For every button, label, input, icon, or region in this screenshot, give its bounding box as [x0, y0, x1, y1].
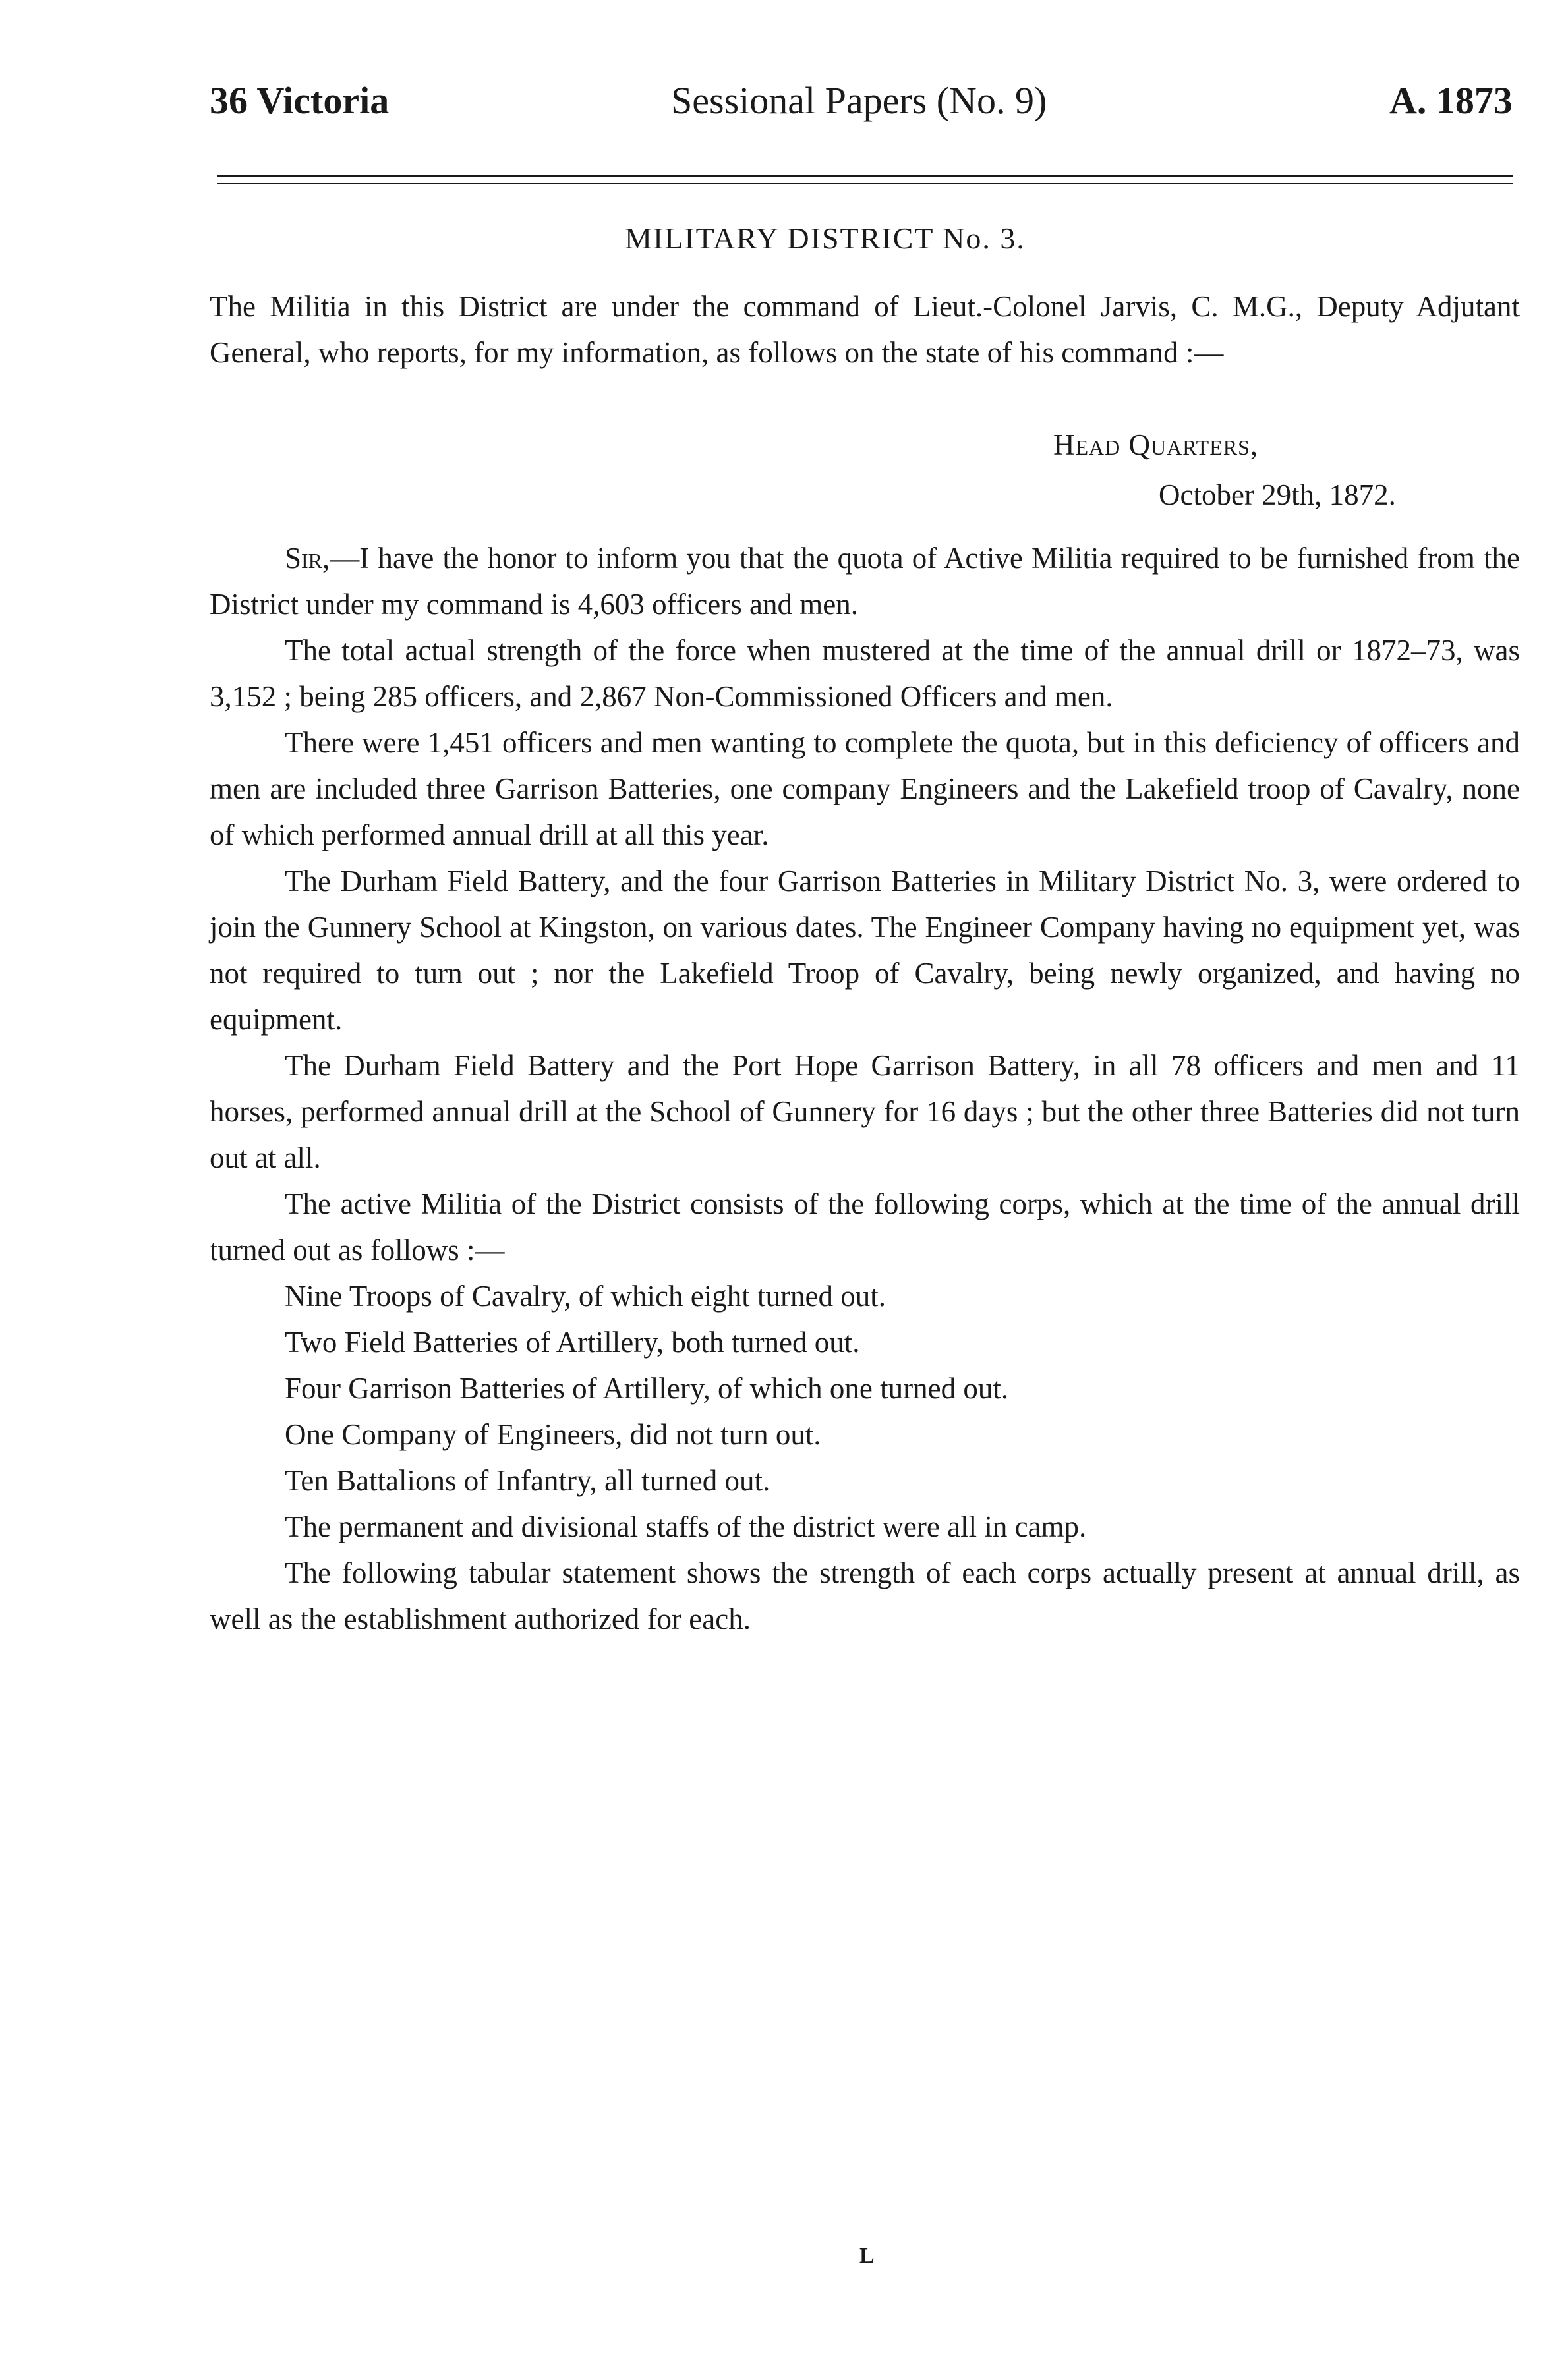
corps-item-infantry: Ten Battalions of Infantry, all turned out. [285, 1464, 770, 1497]
letter-paragraph-1-text: I have the honor to inform you that the quota of Active Militia required to be furnished from the District under my command is 4,603 officers and men. [210, 542, 1520, 621]
letter-paragraph-1 [210, 535, 1520, 627]
corps-item-cavalry: Nine Troops of Cavalry, of which eight turned out. [285, 1280, 886, 1313]
letter-location: Head Quarters, [1053, 428, 1259, 461]
section-heading: MILITARY DISTRICT No. 3. [625, 221, 1026, 255]
corps-item-field-batteries: Two Field Batteries of Artillery, both turned out. [285, 1326, 860, 1359]
header-rule-bottom [218, 183, 1513, 184]
paragraph-deficiency: There were 1,451 officers and men wanting to complete the quota, but in this deficiency of officers and men are included three Garrison Batteries, one company Engineers and the Lakefield troop of Cavalry, none of which performed annual drill at all this year. [210, 726, 1520, 851]
intro-paragraph: The Militia in this District are under the command of Lieut.-Colonel Jarvis, C. M.G., Deputy Adjutant General, who reports, for my information, as follows on the state of his command :— [210, 290, 1520, 369]
header-year: A. 1873 [1389, 79, 1513, 122]
paragraph-gunnery-drill: The Durham Field Battery and the Port Hope Garrison Battery, in all 78 officers and men and 11 horses, performed annual drill at the School of Gunnery for 16 days ; but the other three Batteries did not turn out at all. [210, 1049, 1520, 1174]
letter-salutation: Sir,— [285, 542, 360, 575]
letter-date: October 29th, 1872. [1159, 478, 1396, 511]
header-rule-top [218, 175, 1513, 177]
corps-item-engineers: One Company of Engineers, did not turn out. [285, 1418, 821, 1451]
paragraph-strength: The total actual strength of the force when mustered at the time of the annual drill or 1872–73, was 3,152 ; being 285 officers, and 2,867 Non-Commissioned Officers and men. [210, 634, 1520, 713]
paragraph-closing: The following tabular statement shows the strength of each corps actually present at annual drill, as well as the establishment authorized for each. [210, 1556, 1520, 1635]
header-title: Sessional Papers (No. 9) [671, 79, 1047, 122]
signature-mark: L [859, 2244, 875, 2268]
paragraph-gunnery-orders: The Durham Field Battery, and the four Garrison Batteries in Military District No. 3, were ordered to join the Gunnery School at Kingston, on various dates. The Engineer Company having no equipment yet, was not required to turn out ; nor the Lakefield Troop of Cavalry, being newly organized, and having no equipment. [210, 864, 1520, 1036]
corps-item-garrison-batteries: Four Garrison Batteries of Artillery, of which one turned out. [285, 1372, 1009, 1405]
letter-body [210, 535, 1520, 1642]
corps-item-staffs: The permanent and divisional staffs of the district were all in camp. [285, 1510, 1087, 1543]
header-session: 36 Victoria [210, 79, 390, 122]
paragraph-corps-intro: The active Militia of the District consists of the following corps, which at the time of the annual drill turned out as follows :— [210, 1187, 1520, 1266]
